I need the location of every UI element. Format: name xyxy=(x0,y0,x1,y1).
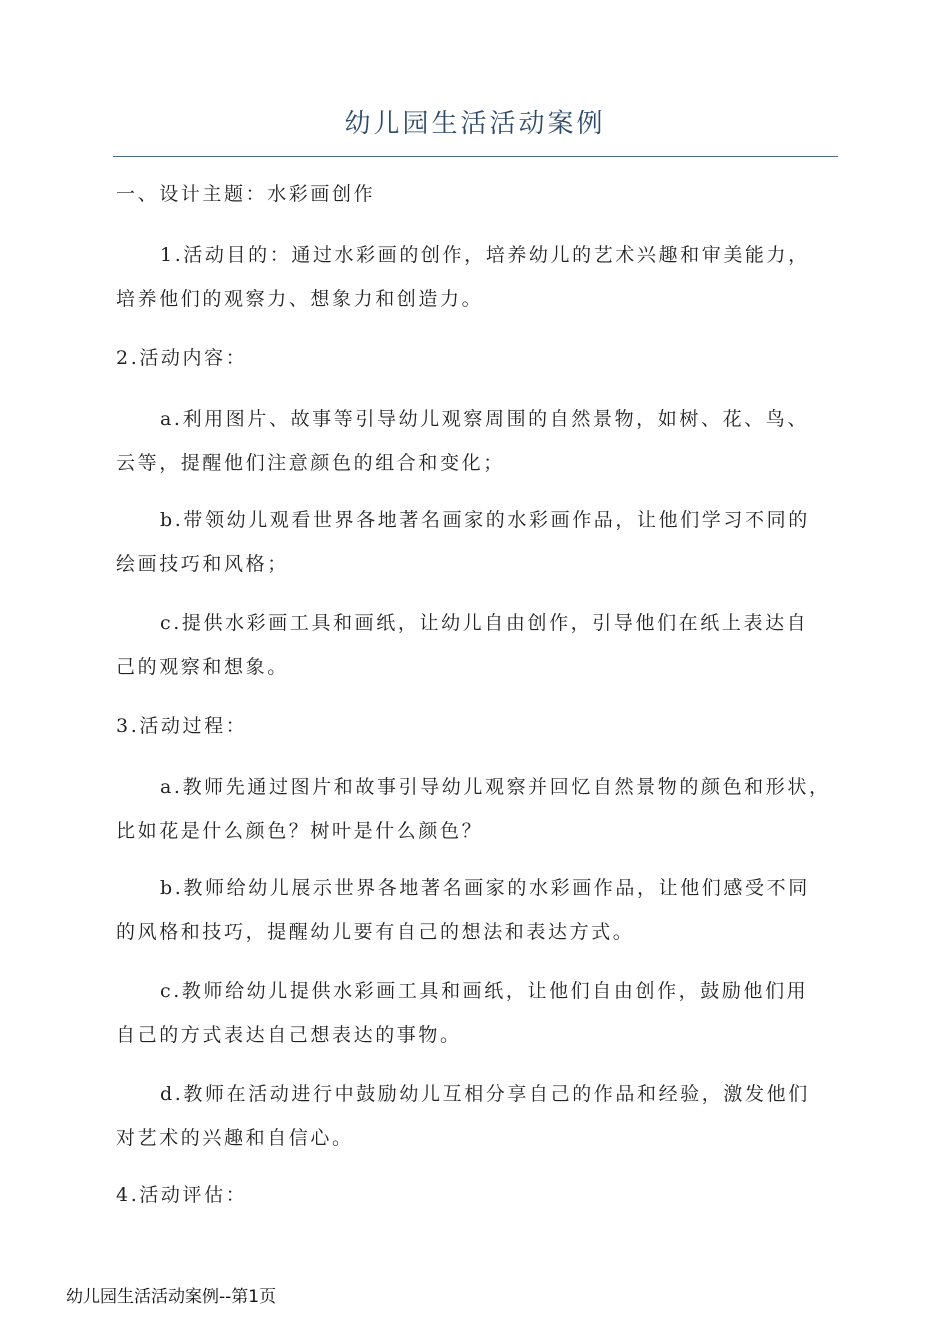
paragraph-line: b.教师给幼儿展示世界各地著名画家的水彩画作品，让他们感受不同 xyxy=(160,877,810,899)
paragraph-line: 己的观察和想象。 xyxy=(116,656,289,678)
paragraph-line: b.带领幼儿观看世界各地著名画家的水彩画作品，让他们学习不同的 xyxy=(160,509,810,531)
paragraph-line: 培养他们的观察力、想象力和创造力。 xyxy=(116,288,484,310)
paragraph-line: c.教师给幼儿提供水彩画工具和画纸，让他们自由创作，鼓励他们用 xyxy=(160,980,809,1002)
paragraph-line: 比如花是什么颜色？树叶是什么颜色？ xyxy=(116,820,484,842)
title-divider xyxy=(113,156,838,157)
paragraph-line: 的风格和技巧，提醒幼儿要有自己的想法和表达方式。 xyxy=(116,921,635,943)
page-footer: 幼儿园生活活动案例--第1页 xyxy=(66,1287,277,1307)
paragraph-line: 对艺术的兴趣和自信心。 xyxy=(116,1127,354,1149)
document-title: 幼儿园生活活动案例 xyxy=(344,109,606,139)
paragraph-line: a.教师先通过图片和故事引导幼儿观察并回忆自然景物的颜色和形状， xyxy=(160,776,831,798)
paragraph-line: 云等，提醒他们注意颜色的组合和变化； xyxy=(116,452,505,474)
heading-design-theme: 一、设计主题：水彩画创作 xyxy=(116,183,376,205)
section-heading-content: 2.活动内容： xyxy=(116,347,248,369)
section-heading-evaluation: 4.活动评估： xyxy=(116,1184,248,1206)
paragraph-line: 绘画技巧和风格； xyxy=(116,553,289,575)
paragraph-line: c.提供水彩画工具和画纸，让幼儿自由创作，引导他们在纸上表达自 xyxy=(160,612,809,634)
paragraph-line: 1.活动目的：通过水彩画的创作，培养幼儿的艺术兴趣和审美能力， xyxy=(160,244,810,266)
paragraph-line: d.教师在活动进行中鼓励幼儿互相分享自己的作品和经验，激发他们 xyxy=(160,1083,810,1105)
paragraph-line: 自己的方式表达自己想表达的事物。 xyxy=(116,1024,462,1046)
section-heading-process: 3.活动过程： xyxy=(116,715,248,737)
paragraph-line: a.利用图片、故事等引导幼儿观察周围的自然景物，如树、花、鸟、 xyxy=(160,408,809,430)
